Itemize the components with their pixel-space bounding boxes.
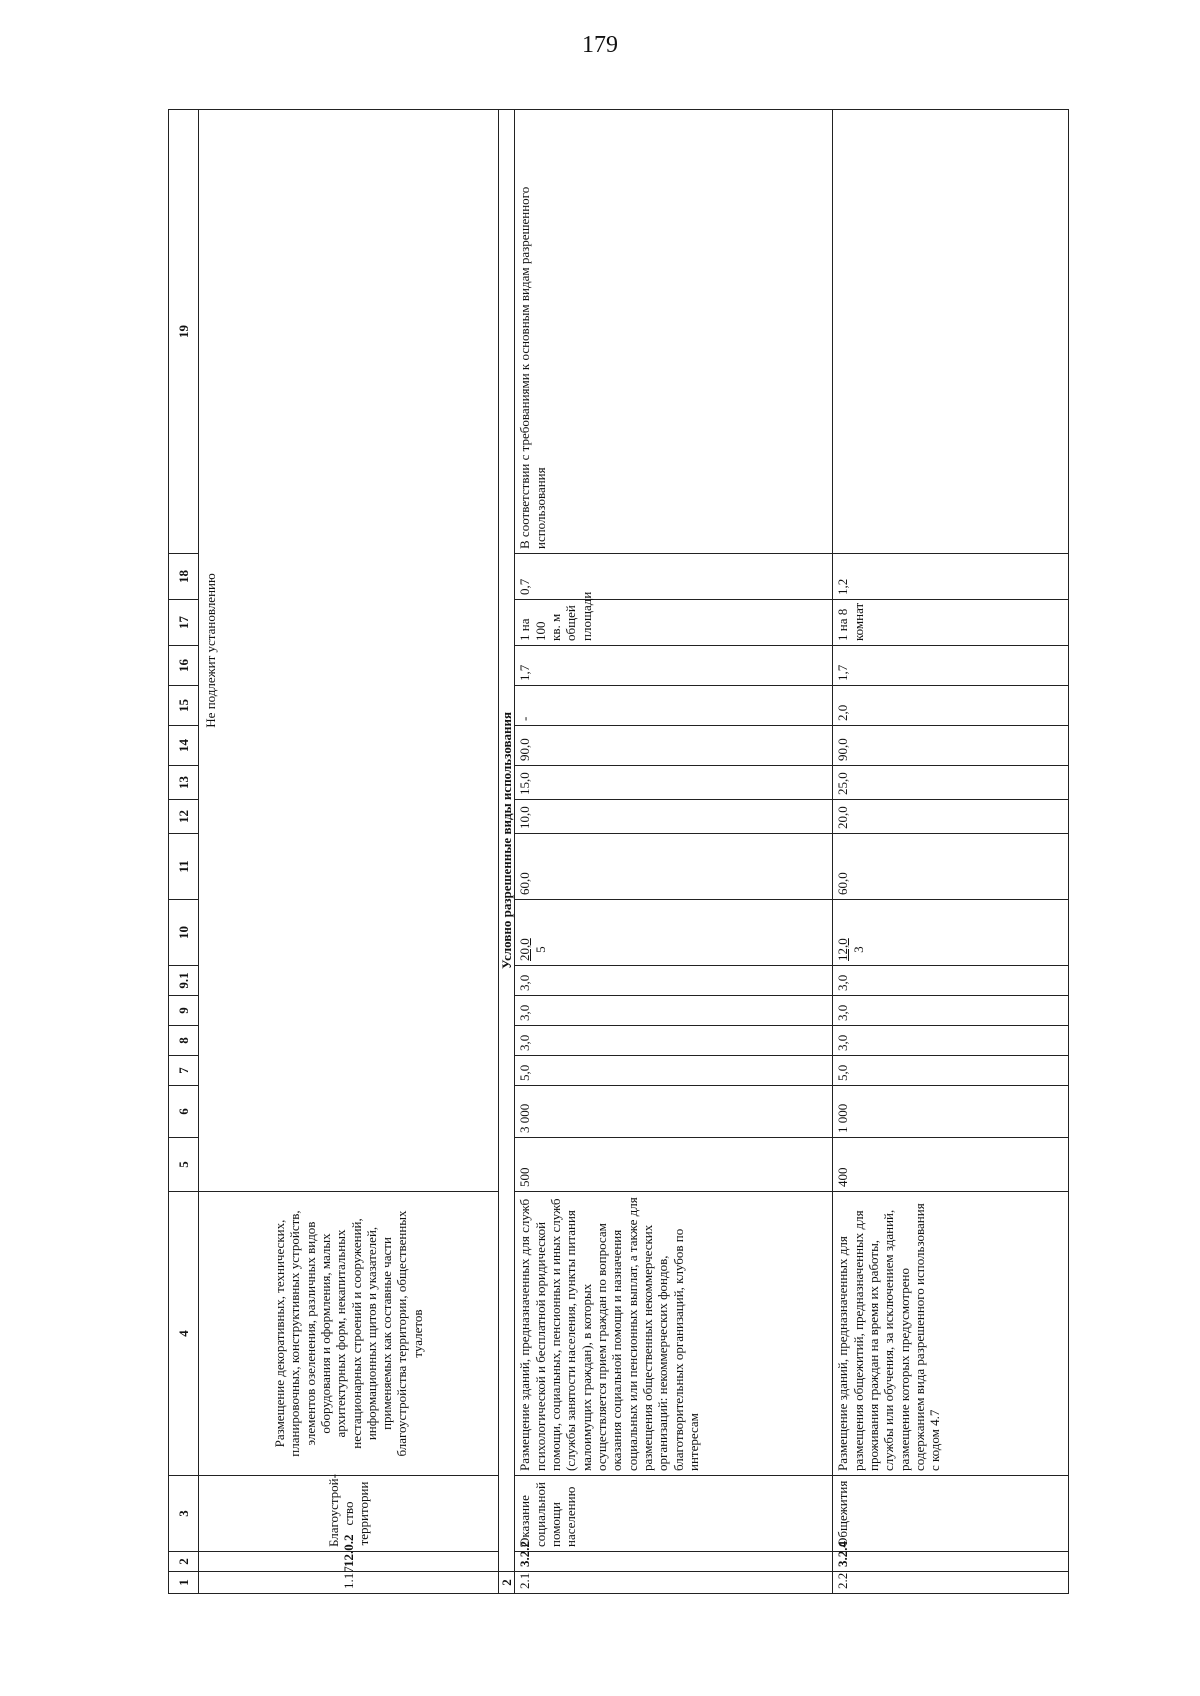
row-code: 12.0.2 — [199, 1552, 499, 1572]
cell-18: 1,2 — [833, 554, 1069, 600]
land-use-table — [168, 109, 1069, 1594]
header-row — [169, 110, 199, 1594]
cell-19: В соответствии с требованиями к основным видам разрешенного использования — [515, 110, 833, 554]
section-number: 2 — [499, 1572, 515, 1594]
cell-6: 1 000 — [833, 1086, 1069, 1138]
header-cell-3: 3 — [169, 1476, 199, 1552]
cell-16: 1,7 — [515, 646, 833, 686]
fraction-numerator: 20,0 — [517, 938, 533, 961]
cell-7: 5,0 — [515, 1056, 833, 1086]
row-number: 2.2 — [833, 1572, 1069, 1594]
header-cell-4: 4 — [169, 1192, 199, 1476]
section-row — [499, 110, 515, 1594]
header-cell-19: 19 — [169, 110, 199, 554]
row-type: Общежития — [833, 1476, 1069, 1552]
cell-11: 60,0 — [515, 834, 833, 900]
row-description: Размещение зданий, предназначенных для размещения общежитий, предназначенных для проживания граждан на время их работы, службы или обучения, за исключением зданий, размещение которых предусмотрено содержанием вида разрешенного использования с кодом 4.7 — [833, 1192, 1069, 1476]
cell-18: 0,7 — [515, 554, 833, 600]
cell-16: 1,7 — [833, 646, 1069, 686]
cell-8: 3,0 — [515, 1026, 833, 1056]
header-cell-2: 2 — [169, 1552, 199, 1572]
fraction-denominator: 5 — [532, 946, 548, 953]
cell-11: 60,0 — [833, 834, 1069, 900]
header-cell-6: 6 — [169, 1086, 199, 1138]
cell-15: - — [515, 686, 833, 726]
row-number: 2.1 — [515, 1572, 833, 1594]
cell-14: 90,0 — [515, 726, 833, 766]
header-cell-11: 11 — [169, 834, 199, 900]
cell-14: 90,0 — [833, 726, 1069, 766]
header-cell-16: 16 — [169, 646, 199, 686]
cell-9: 3,0 — [833, 996, 1069, 1026]
header-cell-17: 17 — [169, 600, 199, 646]
cell-17: 1 на 8 комнат — [833, 600, 1069, 646]
row-description: Размещение декоративных, технических, планировочных, конструктивных устройств, элементов озеленения, различных видов оборудования и оформления, малых архитектурных форм, некапитальных нестационарных строений и сооружений, информационных щитов и указателей, применяемых как составные части благоустройства территории, общественных туалетов — [199, 1192, 499, 1476]
page-number: 179 — [582, 32, 618, 58]
fraction-numerator: 12,0 — [835, 938, 851, 961]
cell-8: 3,0 — [833, 1026, 1069, 1056]
row-description: Размещение зданий, предназначенных для служб психологической и бесплатной юридической помощи, социальных, пенсионных и иных служб (службы занятости населения, пункты питания малоимущих граждан), в которых осуществляется прием граждан по вопросам оказания социальной помощи и назначения социальных или пенсионных выплат, а также для размещения общественных некоммерческих организаций: некоммерческих фондов, благотворительных организаций, клубов по интересам — [515, 1192, 833, 1476]
fraction — [835, 938, 866, 961]
rotated-table-container — [168, 110, 1068, 1594]
row-type: Благоустрой-ство территории — [199, 1476, 499, 1552]
cell-13: 15,0 — [515, 766, 833, 800]
table-row — [199, 110, 499, 1594]
header-cell-14: 14 — [169, 726, 199, 766]
cell-9-1: 3,0 — [833, 966, 1069, 996]
row-type: Оказание социальной помощи населению — [515, 1476, 833, 1552]
cell-5: 500 — [515, 1138, 833, 1192]
header-cell-7: 7 — [169, 1056, 199, 1086]
table-row — [515, 110, 833, 1594]
header-cell-15: 15 — [169, 686, 199, 726]
header-cell-12: 12 — [169, 800, 199, 834]
fraction-denominator: 3 — [850, 946, 866, 953]
cell-5: 400 — [833, 1138, 1069, 1192]
header-cell-10: 10 — [169, 900, 199, 966]
row-number: 1.17 — [199, 1572, 499, 1594]
cell-10 — [515, 900, 833, 966]
fraction — [517, 938, 548, 961]
section-title: Условно разрешенные виды использования — [499, 110, 515, 1572]
header-cell-5: 5 — [169, 1138, 199, 1192]
header-cell-9: 9 — [169, 996, 199, 1026]
cell-7: 5,0 — [833, 1056, 1069, 1086]
merged-not-established: Не подлежит установлению — [199, 110, 499, 1192]
row-code: 3.2.2 — [515, 1552, 833, 1572]
cell-17: 1 на 100 кв. м общей площади — [515, 600, 833, 646]
cell-13: 25,0 — [833, 766, 1069, 800]
header-cell-9-1: 9.1 — [169, 966, 199, 996]
cell-6: 3 000 — [515, 1086, 833, 1138]
cell-10 — [833, 900, 1069, 966]
header-cell-13: 13 — [169, 766, 199, 800]
cell-12: 10,0 — [515, 800, 833, 834]
header-cell-18: 18 — [169, 554, 199, 600]
cell-19 — [833, 110, 1069, 554]
cell-12: 20,0 — [833, 800, 1069, 834]
cell-9: 3,0 — [515, 996, 833, 1026]
header-cell-1: 1 — [169, 1572, 199, 1594]
cell-9-1: 3,0 — [515, 966, 833, 996]
table-row — [833, 110, 1069, 1594]
row-code: 3.2.4 — [833, 1552, 1069, 1572]
header-cell-8: 8 — [169, 1026, 199, 1056]
cell-15: 2,0 — [833, 686, 1069, 726]
